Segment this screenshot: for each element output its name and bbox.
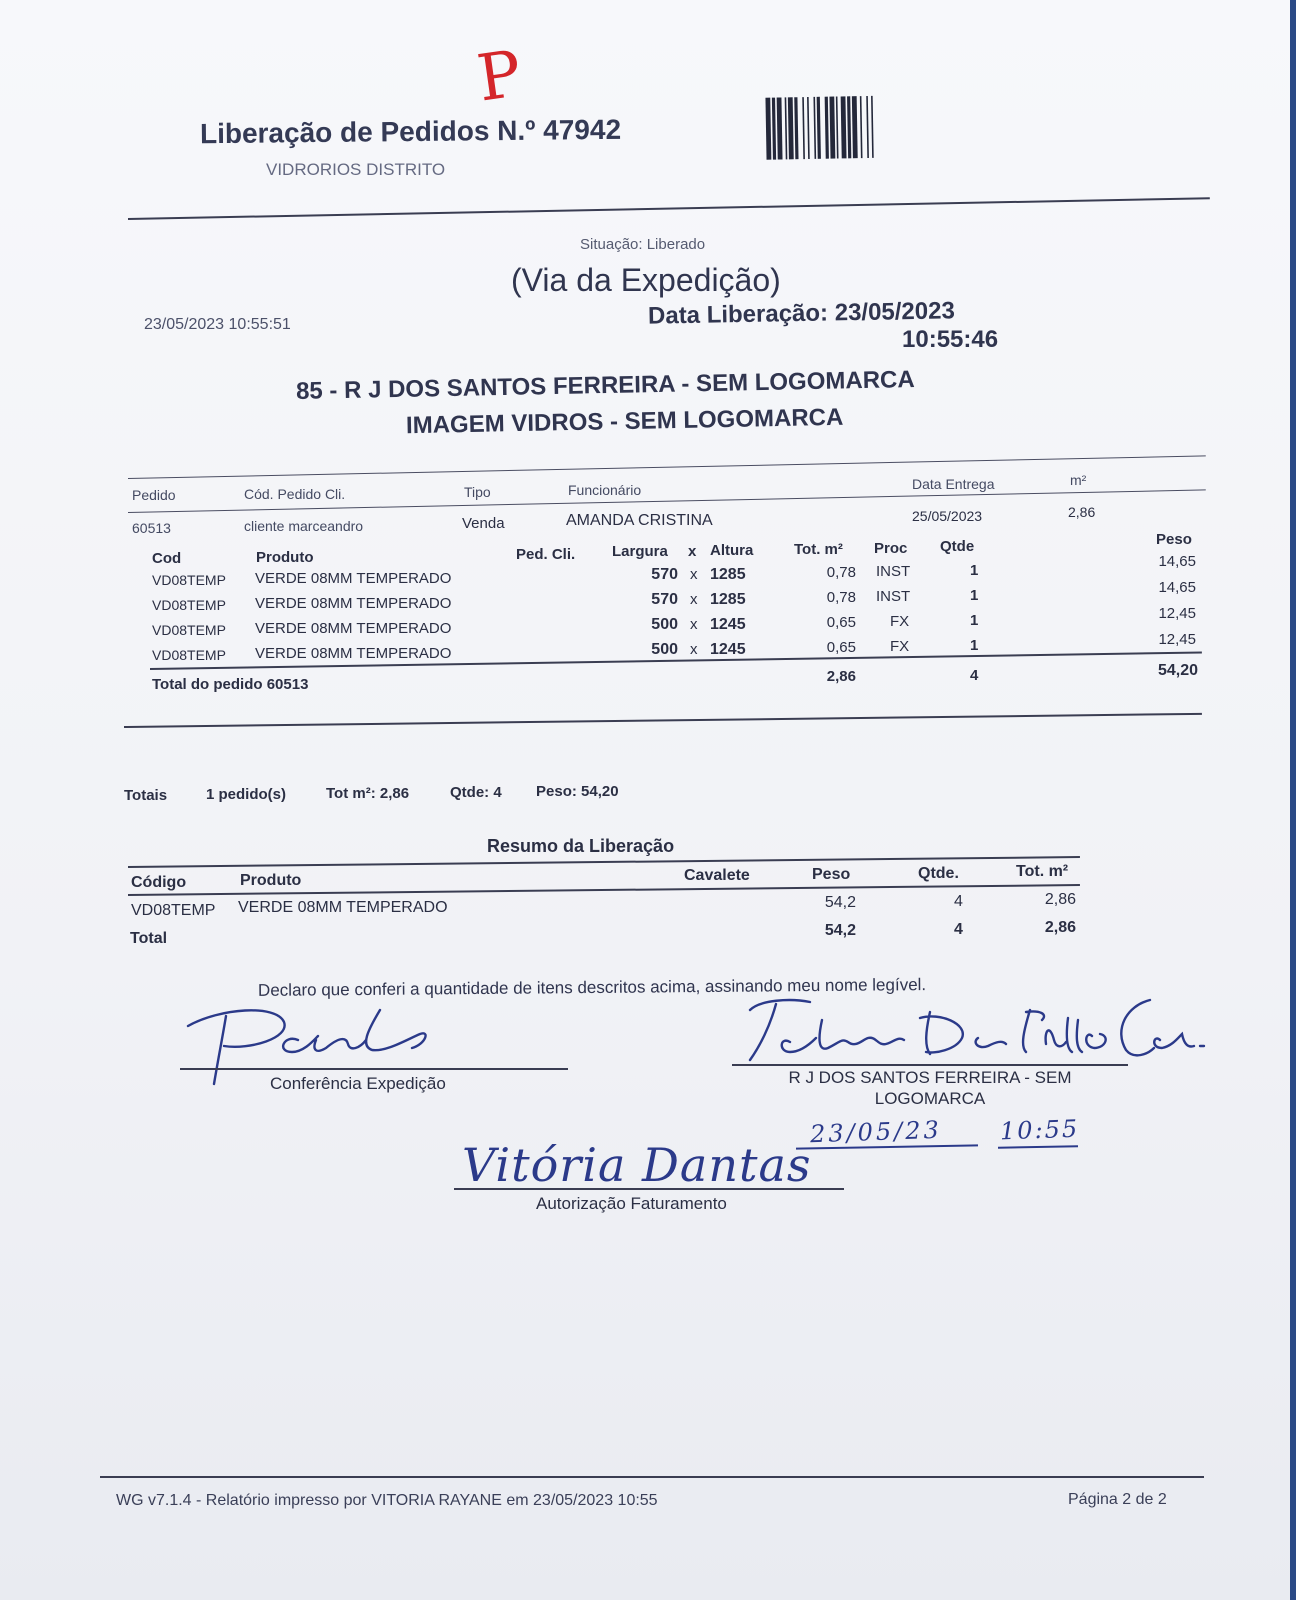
summary-row-qtde: 4 <box>954 893 963 910</box>
summary-row-peso: 54,2 <box>824 894 856 911</box>
footer-page-number: Página 2 de 2 <box>1068 1491 1167 1508</box>
header-rule <box>128 197 1210 220</box>
item-proc: INST <box>876 588 911 605</box>
summary-total-qtde: 4 <box>954 921 963 938</box>
summary-header-peso: Peso <box>812 866 851 883</box>
item-header-altura: Altura <box>710 542 754 559</box>
release-date: Data Liberação: 23/05/2023 <box>647 297 956 330</box>
signature-label-autorizacao: Autorização Faturamento <box>536 1194 727 1213</box>
copy-type: (Via da Expedição) <box>511 262 781 298</box>
barcode-bar <box>825 97 829 159</box>
barcode-bar <box>788 97 794 159</box>
item-altura: 1285 <box>710 566 746 583</box>
item-cod: VD08TEMP <box>152 622 226 638</box>
barcode-bar <box>847 96 851 158</box>
item-produto: VERDE 08MM TEMPERADO <box>255 595 452 612</box>
col-header-funcionario: Funcionário <box>568 482 642 498</box>
order-data-entrega: 25/05/2023 <box>912 508 983 524</box>
barcode-bar <box>802 97 805 159</box>
item-produto: VERDE 08MM TEMPERADO <box>255 645 452 662</box>
item-produto: VERDE 08MM TEMPERADO <box>255 620 452 637</box>
document-title: Liberação de Pedidos N.º 47942 <box>199 113 622 150</box>
summary-header-qtde: Qtde. <box>918 865 959 882</box>
item-header-largura: Largura <box>612 543 668 560</box>
order-total-label: Total do pedido 60513 <box>152 676 309 693</box>
col-header-pedido: Pedido <box>132 487 176 503</box>
item-x: x <box>690 566 698 583</box>
item-altura: 1285 <box>710 591 746 608</box>
order-total-qtde: 4 <box>970 667 979 684</box>
item-tot-m2: 0,65 <box>826 614 856 631</box>
item-largura: 500 <box>651 641 678 658</box>
barcode-bar <box>807 97 810 159</box>
item-peso: 14,65 <box>1158 579 1196 596</box>
item-tot-m2: 0,78 <box>826 589 856 606</box>
signature-line-client <box>732 1064 1128 1066</box>
barcode-bar <box>813 97 816 159</box>
item-x: x <box>690 616 698 633</box>
barcode-bar <box>777 97 783 159</box>
declaration-text: Declaro que conferi a quantidade de itens descritos acima, assinando meu nome legível. <box>257 975 927 1000</box>
item-peso: 14,65 <box>1158 553 1196 570</box>
item-qtde: 1 <box>970 637 979 654</box>
signature-line-conferencia <box>180 1068 568 1070</box>
client-name-2: IMAGEM VIDROS - SEM LOGOMARCA <box>405 403 844 440</box>
summary-header-cavalete: Cavalete <box>684 867 750 884</box>
footer-rule <box>100 1476 1204 1478</box>
handwritten-time-underline <box>998 1145 1078 1148</box>
item-x: x <box>690 641 698 658</box>
col-header-tipo: Tipo <box>464 484 491 500</box>
item-header-tot-m2: Tot. m² <box>794 541 843 558</box>
item-x: x <box>690 591 698 608</box>
item-header-cod: Cod <box>152 550 182 567</box>
summary-header-produto: Produto <box>240 872 302 889</box>
item-peso: 12,45 <box>1158 605 1196 622</box>
handwritten-mark: P <box>473 37 527 117</box>
signature-label-conferencia: Conferência Expedição <box>270 1074 446 1093</box>
printed-timestamp: 23/05/2023 10:55:51 <box>144 316 291 333</box>
totals-label: Totais <box>124 787 168 804</box>
item-header-ped-cli: Ped. Cli. <box>516 546 576 563</box>
barcode-bar <box>785 97 788 159</box>
order-cod-pedido-cli: cliente marceandro <box>244 518 364 534</box>
barcode <box>765 94 966 161</box>
order-tipo: Venda <box>462 515 505 532</box>
item-header-produto: Produto <box>256 549 314 566</box>
item-tot-m2: 0,65 <box>826 639 856 656</box>
item-proc: INST <box>876 563 911 580</box>
item-proc: FX <box>890 613 910 630</box>
totals-peso: Peso: 54,20 <box>536 783 619 800</box>
item-header-peso: Peso <box>1156 531 1192 548</box>
summary-row-codigo: VD08TEMP <box>131 902 216 919</box>
item-tot-m2: 0,78 <box>826 564 856 581</box>
signature-autorizacao: Vitória Dantas <box>462 1138 812 1192</box>
summary-header-codigo: Código <box>131 874 187 891</box>
order-funcionario: AMANDA CRISTINA <box>566 512 713 529</box>
order-total-m2: 2,86 <box>826 668 856 685</box>
item-cod: VD08TEMP <box>152 647 226 663</box>
item-produto: VERDE 08MM TEMPERADO <box>255 570 452 587</box>
item-largura: 500 <box>651 616 678 633</box>
barcode-bar <box>765 98 771 160</box>
barcode-bar <box>836 96 839 158</box>
order-top-rule <box>128 455 1206 479</box>
signature-label-client-1: R J DOS SANTOS FERREIRA - SEM <box>788 1068 1072 1087</box>
item-qtde: 1 <box>970 562 979 579</box>
barcode-bar <box>841 96 847 158</box>
order-m2: 2,86 <box>1068 504 1096 520</box>
status-text: Situação: Liberado <box>580 236 706 253</box>
summary-header-tot-m2: Tot. m² <box>1016 863 1069 880</box>
barcode-bar <box>852 96 858 158</box>
summary-title: Resumo da Liberação <box>487 836 675 856</box>
item-cod: VD08TEMP <box>152 597 226 613</box>
item-cod: VD08TEMP <box>152 572 226 588</box>
order-pedido: 60513 <box>132 520 171 536</box>
client-name: 85 - R J DOS SANTOS FERREIRA - SEM LOGOMARCA <box>295 366 915 405</box>
signature-client <box>730 990 1210 1080</box>
item-header-qtde: Qtde <box>940 538 975 555</box>
handwritten-date: 23/05/23 <box>809 1115 943 1149</box>
col-header-data-entrega: Data Entrega <box>912 476 995 492</box>
footer-left: WG v7.1.4 - Relatório impresso por VITORIA RAYANE em 23/05/2023 10:55 <box>116 1492 658 1509</box>
totals-m2: Tot m²: 2,86 <box>326 785 410 802</box>
col-header-m2: m² <box>1070 472 1087 488</box>
item-qtde: 1 <box>970 587 979 604</box>
col-header-cod-pedido-cli: Cód. Pedido Cli. <box>244 486 346 502</box>
company-name: VIDRORIOS DISTRITO <box>266 160 446 179</box>
item-largura: 570 <box>651 591 678 608</box>
barcode-bar <box>860 96 863 158</box>
item-altura: 1245 <box>710 641 746 658</box>
totals-pedidos: 1 pedido(s) <box>206 786 287 803</box>
signature-line-autorizacao <box>454 1188 844 1190</box>
barcode-bar <box>866 96 869 158</box>
barcode-bar <box>794 97 798 159</box>
item-altura: 1245 <box>710 616 746 633</box>
item-header-x: x <box>688 543 697 560</box>
item-peso: 12,45 <box>1158 631 1196 648</box>
totals-qtde: Qtde: 4 <box>450 784 502 801</box>
summary-total-tot-m2: 2,86 <box>1044 919 1076 936</box>
barcode-bar <box>829 97 835 159</box>
barcode-bar <box>871 96 874 158</box>
item-proc: FX <box>890 638 910 655</box>
barcode-bar <box>772 98 776 160</box>
order-total-peso: 54,20 <box>1157 662 1198 679</box>
item-qtde: 1 <box>970 612 979 629</box>
signature-label-client-2: LOGOMARCA <box>874 1089 986 1108</box>
release-time: 10:55:46 <box>902 326 999 353</box>
handwritten-time: 10:55 <box>999 1114 1080 1146</box>
order-bottom-rule <box>124 713 1202 728</box>
item-largura: 570 <box>651 566 678 583</box>
item-header-proc: Proc <box>874 540 908 557</box>
summary-total-label: Total <box>130 930 168 947</box>
summary-total-peso: 54,2 <box>824 922 856 939</box>
summary-row-tot-m2: 2,86 <box>1044 891 1076 908</box>
summary-row-produto: VERDE 08MM TEMPERADO <box>238 899 448 916</box>
barcode-bar <box>817 97 821 159</box>
